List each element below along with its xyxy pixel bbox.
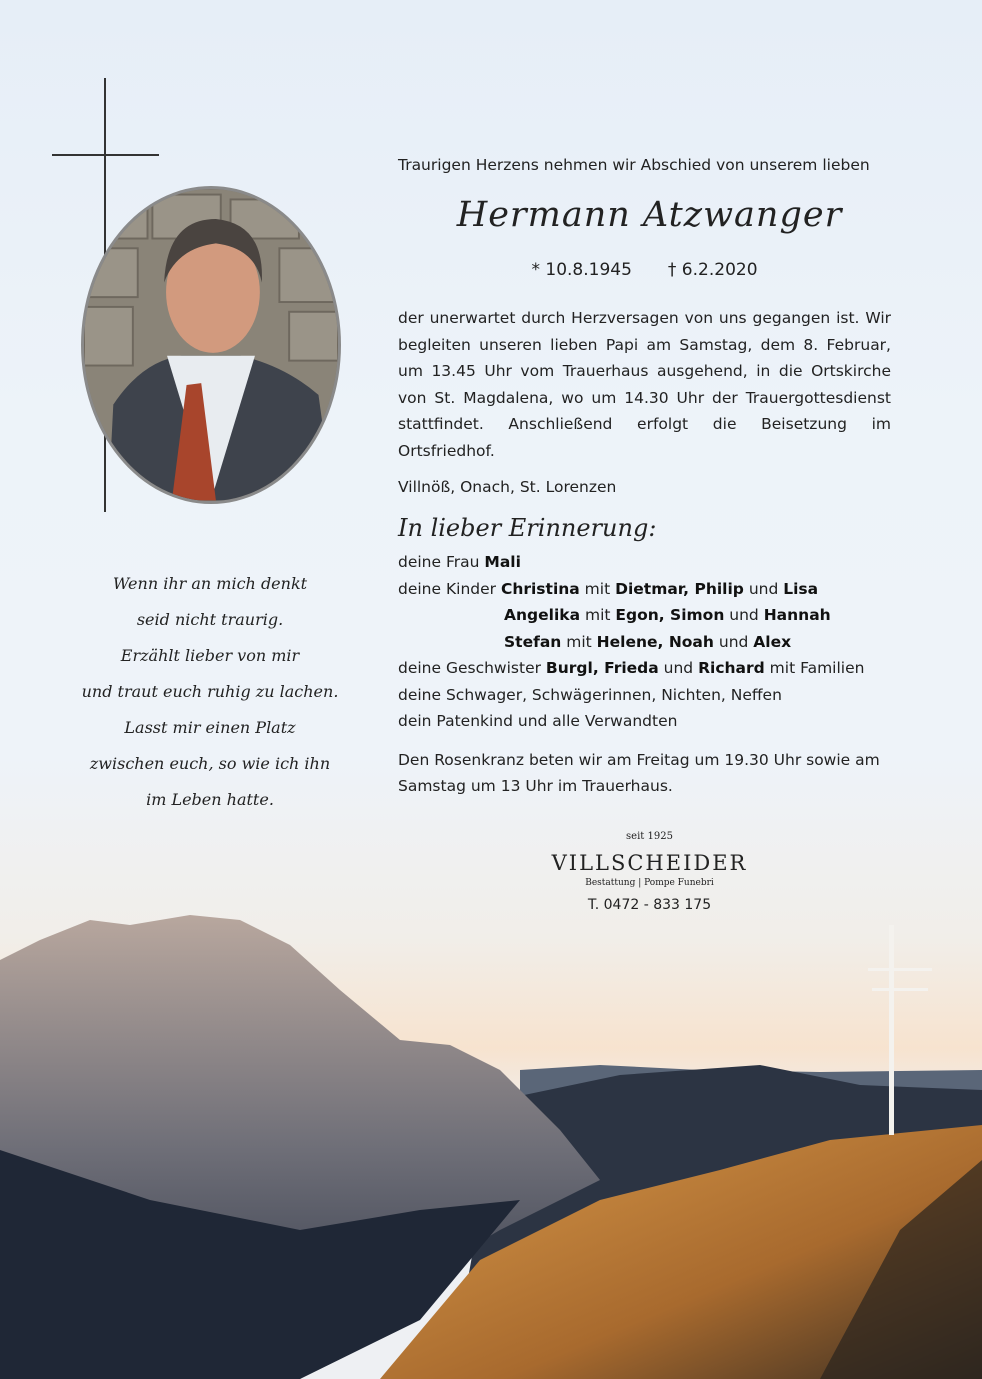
- poem-line: Erzählt lieber von mir: [120, 646, 300, 665]
- portrait-photo: [81, 186, 341, 504]
- life-dates: [398, 257, 891, 284]
- poem-line: Wenn ihr an mich denkt: [112, 574, 308, 593]
- deceased-name: Hermann Atzwanger: [456, 194, 843, 235]
- family-line: Stefan mit Helene, Noah und Alex: [504, 632, 792, 651]
- rosary-info: Den Rosenkranz beten wir am Freitag um 19.30 Uhr sowie am Samstag um 13 Uhr im Trauerhaus.: [398, 750, 880, 795]
- birth-date: * 10.8.1945: [531, 259, 632, 280]
- memory-heading: In lieber Erinnerung:: [398, 513, 657, 542]
- memorial-poem: [55, 566, 365, 818]
- family-line: deine Frau Mali: [398, 553, 521, 571]
- family-line: deine Kinder Christina mit Dietmar, Philip und Lisa: [398, 579, 819, 598]
- poem-line: zwischen euch, so wie ich ihn: [89, 754, 331, 773]
- poem-line: und traut euch ruhig zu lachen.: [81, 682, 339, 701]
- undertaker-subtitle: Bestattung | Pompe Funebri: [585, 878, 714, 888]
- poem-line: im Leben hatte.: [146, 790, 274, 809]
- intro-text: Traurigen Herzens nehmen wir Abschied von unserem lieben: [398, 156, 870, 174]
- places: Villnöß, Onach, St. Lorenzen: [398, 478, 617, 496]
- undertaker-since: seit 1925: [626, 830, 673, 842]
- family-line: Angelika mit Egon, Simon und Hannah: [504, 606, 831, 624]
- funeral-details: der unerwartet durch Herzversagen von uns gegangen ist. Wir begleiten unseren lieben Papi am Samstag, dem 8. Februar, um 13.45 Uhr vom Trauerhaus ausgehend, in die Ortskirche von St. Magdalena, wo um 14.30 Uhr der Trauergottesdienst stattfindet. Anschließend erfolgt die Beisetzung im Ortsfriedhof.: [398, 309, 891, 460]
- death-date: † 6.2.2020: [667, 259, 758, 280]
- undertaker-phone: T. 0472 - 833 175: [587, 897, 712, 913]
- undertaker-name: VILLSCHEIDER: [551, 851, 748, 875]
- poem-line: Lasst mir einen Platz: [124, 718, 296, 737]
- family-line: dein Patenkind und alle Verwandten: [398, 712, 678, 730]
- poem-line: seid nicht traurig.: [136, 610, 284, 629]
- obituary-text: [398, 152, 891, 919]
- family-line: deine Schwager, Schwägerinnen, Nichten, Neffen: [398, 685, 782, 704]
- undertaker-logo: [408, 824, 891, 919]
- mountain-landscape-image: [0, 900, 982, 1379]
- family-line: deine Geschwister Burgl, Frieda und Richard mit Familien: [398, 659, 865, 677]
- cross-horizontal-line: [52, 154, 159, 156]
